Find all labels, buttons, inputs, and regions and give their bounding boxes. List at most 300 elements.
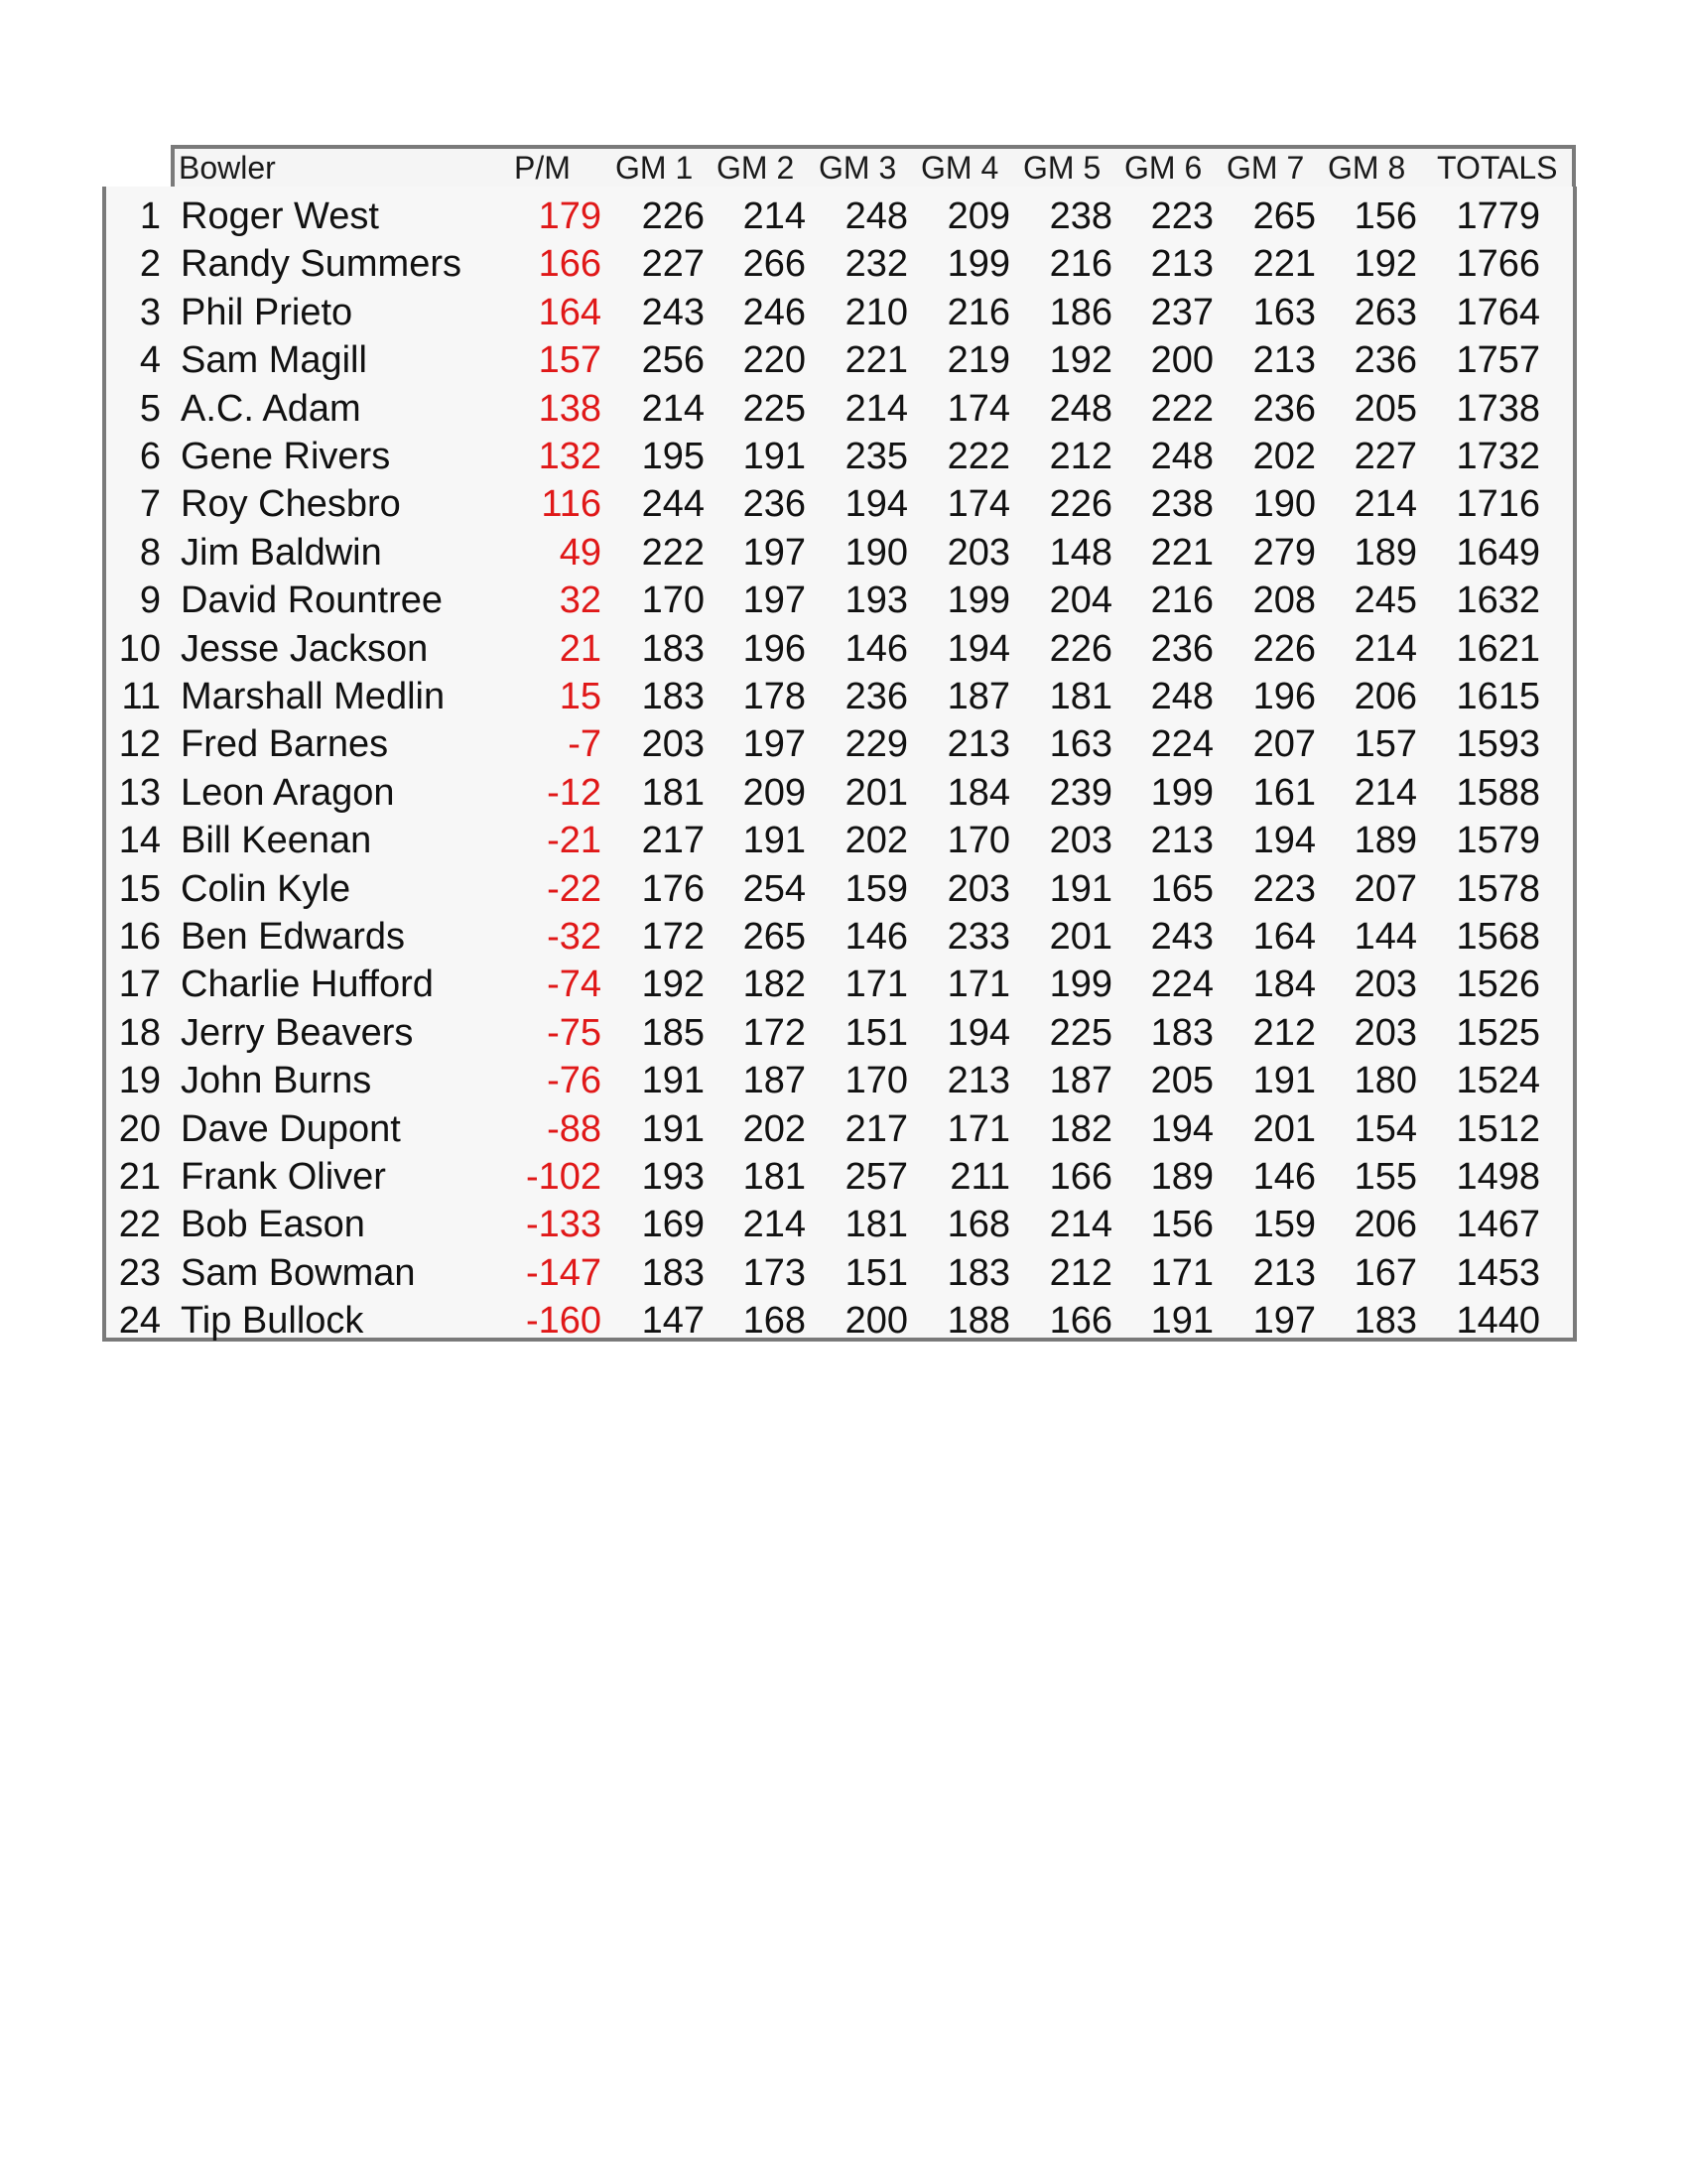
- game-8-cell: 206: [1354, 676, 1417, 717]
- total-cell: 1498: [1456, 1156, 1540, 1198]
- game-8-cell: 156: [1354, 195, 1417, 237]
- game-3-cell: 232: [844, 243, 908, 286]
- game-8-cell: 154: [1354, 1107, 1417, 1150]
- game-3-cell: 151: [844, 1011, 908, 1054]
- table-row: [0, 1057, 1688, 1104]
- bowler-name-cell: A.C. Adam: [181, 387, 361, 430]
- rank-cell: 9: [139, 579, 161, 622]
- game-2-cell: 181: [742, 1156, 806, 1198]
- game-3-cell: 229: [844, 723, 908, 766]
- game-8-cell: 227: [1354, 436, 1417, 477]
- game-2-cell: 178: [742, 676, 806, 717]
- table-row: [0, 625, 1688, 673]
- rank-cell: 7: [139, 483, 161, 526]
- game-2-cell: 168: [742, 1300, 806, 1343]
- rank-cell: 21: [118, 1156, 161, 1198]
- header-gm6: GM 6: [1124, 150, 1203, 186]
- game-5-cell: 182: [1049, 1107, 1112, 1150]
- rank-cell: 18: [118, 1011, 161, 1054]
- game-7-cell: 197: [1252, 1300, 1316, 1343]
- game-4-cell: 188: [947, 1300, 1010, 1343]
- game-5-cell: 163: [1049, 723, 1112, 766]
- game-3-cell: 257: [844, 1156, 908, 1198]
- pm-cell: -147: [525, 1251, 601, 1294]
- total-cell: 1568: [1456, 916, 1540, 958]
- bowler-name-cell: Jim Baldwin: [181, 531, 382, 574]
- game-2-cell: 266: [742, 243, 806, 286]
- game-4-cell: 211: [950, 1156, 1010, 1198]
- table-row: [0, 577, 1688, 624]
- game-7-cell: 223: [1252, 867, 1316, 910]
- pm-cell: 138: [538, 387, 601, 430]
- game-3-cell: 159: [844, 867, 908, 910]
- game-7-cell: 159: [1252, 1204, 1316, 1246]
- game-6-cell: 213: [1150, 820, 1214, 862]
- game-4-cell: 233: [947, 916, 1010, 958]
- total-cell: 1738: [1456, 387, 1540, 430]
- game-4-cell: 216: [947, 291, 1010, 333]
- pm-cell: 132: [538, 436, 601, 477]
- game-5-cell: 199: [1049, 964, 1112, 1006]
- total-cell: 1764: [1456, 291, 1540, 333]
- total-cell: 1615: [1456, 676, 1540, 717]
- game-7-cell: 226: [1252, 627, 1316, 670]
- game-2-cell: 236: [742, 483, 806, 526]
- header-gm2: GM 2: [716, 150, 795, 186]
- table-row: [0, 193, 1688, 240]
- game-8-cell: 192: [1354, 243, 1417, 286]
- pm-cell: 116: [541, 483, 601, 526]
- game-3-cell: 190: [844, 531, 908, 574]
- bowler-name-cell: Tip Bullock: [181, 1300, 364, 1343]
- bowler-name-cell: Fred Barnes: [181, 723, 389, 766]
- game-4-cell: 184: [947, 771, 1010, 814]
- game-7-cell: 212: [1252, 1011, 1316, 1054]
- game-4-cell: 222: [947, 436, 1010, 477]
- game-7-cell: 161: [1252, 771, 1316, 814]
- game-4-cell: 209: [947, 195, 1010, 237]
- total-cell: 1779: [1456, 195, 1540, 237]
- game-1-cell: 227: [641, 243, 705, 286]
- bowler-name-cell: Frank Oliver: [181, 1156, 386, 1198]
- game-4-cell: 213: [947, 723, 1010, 766]
- header-totals: TOTALS: [1437, 150, 1558, 186]
- rank-cell: 5: [139, 387, 161, 430]
- table-row: [0, 240, 1688, 288]
- total-cell: 1453: [1456, 1251, 1540, 1294]
- game-5-cell: 216: [1049, 243, 1112, 286]
- game-6-cell: 213: [1150, 243, 1214, 286]
- game-5-cell: 204: [1049, 579, 1112, 622]
- total-cell: 1524: [1456, 1060, 1540, 1102]
- game-8-cell: 189: [1354, 820, 1417, 862]
- game-2-cell: 214: [742, 195, 806, 237]
- game-7-cell: 221: [1252, 243, 1316, 286]
- game-5-cell: 191: [1049, 867, 1112, 910]
- game-4-cell: 213: [947, 1060, 1010, 1102]
- game-4-cell: 203: [947, 867, 1010, 910]
- game-6-cell: 191: [1150, 1300, 1214, 1343]
- game-8-cell: 206: [1354, 1204, 1417, 1246]
- game-4-cell: 171: [947, 964, 1010, 1006]
- game-2-cell: 202: [742, 1107, 806, 1150]
- total-cell: 1621: [1456, 627, 1540, 670]
- rank-cell: 1: [139, 195, 161, 237]
- pm-cell: 21: [559, 627, 601, 670]
- game-3-cell: 170: [844, 1060, 908, 1102]
- game-1-cell: 169: [641, 1204, 705, 1246]
- game-1-cell: 222: [641, 531, 705, 574]
- game-6-cell: 183: [1150, 1011, 1214, 1054]
- game-8-cell: 203: [1354, 964, 1417, 1006]
- game-1-cell: 191: [641, 1060, 705, 1102]
- rank-cell: 17: [118, 964, 161, 1006]
- total-cell: 1588: [1456, 771, 1540, 814]
- game-1-cell: 191: [641, 1107, 705, 1150]
- game-3-cell: 181: [844, 1204, 908, 1246]
- game-1-cell: 192: [641, 964, 705, 1006]
- game-3-cell: 202: [844, 820, 908, 862]
- game-8-cell: 236: [1354, 339, 1417, 382]
- game-2-cell: 173: [742, 1251, 806, 1294]
- total-cell: 1649: [1456, 531, 1540, 574]
- bowler-name-cell: Marshall Medlin: [181, 676, 446, 717]
- rank-cell: 19: [118, 1060, 161, 1102]
- total-cell: 1732: [1456, 436, 1540, 477]
- pm-cell: -74: [547, 964, 601, 1006]
- table-row: [0, 1153, 1688, 1201]
- game-8-cell: 214: [1354, 771, 1417, 814]
- game-1-cell: 181: [641, 771, 705, 814]
- table-row: [0, 385, 1688, 433]
- game-7-cell: 184: [1252, 964, 1316, 1006]
- table-row: [0, 720, 1688, 768]
- table-row: [0, 961, 1688, 1008]
- bowler-name-cell: David Rountree: [181, 579, 444, 622]
- game-1-cell: 214: [641, 387, 705, 430]
- game-4-cell: 203: [947, 531, 1010, 574]
- table-row: [0, 1249, 1688, 1297]
- game-4-cell: 170: [947, 820, 1010, 862]
- game-2-cell: 265: [742, 916, 806, 958]
- game-1-cell: 244: [641, 483, 705, 526]
- pm-cell: -32: [547, 916, 601, 958]
- game-5-cell: 226: [1049, 627, 1112, 670]
- rank-cell: 6: [139, 436, 161, 477]
- bowler-name-cell: Charlie Hufford: [181, 964, 434, 1006]
- game-3-cell: 221: [844, 339, 908, 382]
- game-5-cell: 214: [1049, 1204, 1112, 1246]
- game-3-cell: 217: [844, 1107, 908, 1150]
- game-1-cell: 185: [641, 1011, 705, 1054]
- game-3-cell: 235: [844, 436, 908, 477]
- game-4-cell: 187: [947, 676, 1010, 717]
- table-row: [0, 336, 1688, 384]
- game-8-cell: 214: [1354, 627, 1417, 670]
- game-5-cell: 166: [1049, 1156, 1112, 1198]
- total-cell: 1579: [1456, 820, 1540, 862]
- game-4-cell: 194: [947, 627, 1010, 670]
- game-8-cell: 245: [1354, 579, 1417, 622]
- rank-cell: 13: [118, 771, 161, 814]
- game-7-cell: 201: [1252, 1107, 1316, 1150]
- game-5-cell: 238: [1049, 195, 1112, 237]
- table-row: [0, 673, 1688, 720]
- pm-cell: -7: [568, 723, 601, 766]
- game-6-cell: 222: [1150, 387, 1214, 430]
- game-7-cell: 164: [1252, 916, 1316, 958]
- rank-cell: 14: [118, 820, 161, 862]
- header-pm: P/M: [514, 150, 571, 186]
- game-3-cell: 210: [844, 291, 908, 333]
- game-6-cell: 238: [1150, 483, 1214, 526]
- pm-cell: 15: [559, 676, 601, 717]
- game-5-cell: 186: [1049, 291, 1112, 333]
- game-4-cell: 199: [947, 243, 1010, 286]
- game-7-cell: 190: [1252, 483, 1316, 526]
- rank-cell: 2: [139, 243, 161, 286]
- game-5-cell: 148: [1049, 531, 1112, 574]
- rank-cell: 12: [118, 723, 161, 766]
- bowler-name-cell: Ben Edwards: [181, 916, 406, 958]
- game-3-cell: 194: [844, 483, 908, 526]
- game-5-cell: 248: [1049, 387, 1112, 430]
- game-2-cell: 197: [742, 579, 806, 622]
- rank-cell: 20: [118, 1107, 161, 1150]
- game-5-cell: 239: [1049, 771, 1112, 814]
- game-4-cell: 174: [947, 387, 1010, 430]
- game-3-cell: 236: [844, 676, 908, 717]
- game-1-cell: 193: [641, 1156, 705, 1198]
- table-row: [0, 1297, 1688, 1345]
- bowler-name-cell: Bill Keenan: [181, 820, 372, 862]
- table-row: [0, 480, 1688, 528]
- table-row: [0, 1201, 1688, 1248]
- game-3-cell: 146: [844, 627, 908, 670]
- game-5-cell: 192: [1049, 339, 1112, 382]
- game-4-cell: 199: [947, 579, 1010, 622]
- game-2-cell: 254: [742, 867, 806, 910]
- game-6-cell: 224: [1150, 723, 1214, 766]
- game-5-cell: 226: [1049, 483, 1112, 526]
- header-gm1: GM 1: [615, 150, 694, 186]
- game-5-cell: 181: [1049, 676, 1112, 717]
- game-5-cell: 212: [1049, 1251, 1112, 1294]
- game-2-cell: 191: [742, 436, 806, 477]
- game-8-cell: 180: [1354, 1060, 1417, 1102]
- pm-cell: -22: [547, 867, 601, 910]
- header-gm8: GM 8: [1328, 150, 1406, 186]
- table-row: [0, 817, 1688, 864]
- bowler-name-cell: Gene Rivers: [181, 436, 391, 477]
- game-4-cell: 168: [947, 1204, 1010, 1246]
- bowler-name-cell: Jerry Beavers: [181, 1011, 414, 1054]
- game-1-cell: 195: [641, 436, 705, 477]
- bowler-name-cell: Leon Aragon: [181, 771, 395, 814]
- game-6-cell: 194: [1150, 1107, 1214, 1150]
- pm-cell: 164: [538, 291, 601, 333]
- game-2-cell: 172: [742, 1011, 806, 1054]
- game-5-cell: 225: [1049, 1011, 1112, 1054]
- bowler-name-cell: Randy Summers: [181, 243, 461, 286]
- total-cell: 1525: [1456, 1011, 1540, 1054]
- pm-cell: 49: [559, 531, 601, 574]
- rank-cell: 4: [139, 339, 161, 382]
- game-8-cell: 183: [1354, 1300, 1417, 1343]
- game-8-cell: 157: [1354, 723, 1417, 766]
- game-1-cell: 183: [641, 627, 705, 670]
- game-1-cell: 243: [641, 291, 705, 333]
- game-6-cell: 199: [1150, 771, 1214, 814]
- pm-cell: -12: [547, 771, 601, 814]
- pm-cell: -133: [525, 1204, 601, 1246]
- pm-cell: -75: [547, 1011, 601, 1054]
- table-row: [0, 289, 1688, 336]
- header-gm3: GM 3: [819, 150, 897, 186]
- bowler-name-cell: Colin Kyle: [181, 867, 351, 910]
- header-gm5: GM 5: [1023, 150, 1102, 186]
- game-4-cell: 194: [947, 1011, 1010, 1054]
- total-cell: 1757: [1456, 339, 1540, 382]
- table-row: [0, 1009, 1688, 1057]
- table-row: [0, 865, 1688, 913]
- rank-cell: 8: [139, 531, 161, 574]
- game-3-cell: 200: [844, 1300, 908, 1343]
- game-5-cell: 166: [1049, 1300, 1112, 1343]
- game-2-cell: 197: [742, 531, 806, 574]
- game-8-cell: 214: [1354, 483, 1417, 526]
- game-1-cell: 256: [641, 339, 705, 382]
- rank-cell: 10: [118, 627, 161, 670]
- game-6-cell: 243: [1150, 916, 1214, 958]
- game-1-cell: 147: [641, 1300, 705, 1343]
- rank-cell: 24: [118, 1300, 161, 1343]
- game-3-cell: 193: [844, 579, 908, 622]
- game-1-cell: 203: [641, 723, 705, 766]
- game-2-cell: 191: [742, 820, 806, 862]
- bowler-name-cell: John Burns: [181, 1060, 372, 1102]
- game-6-cell: 189: [1150, 1156, 1214, 1198]
- game-3-cell: 214: [844, 387, 908, 430]
- game-6-cell: 156: [1150, 1204, 1214, 1246]
- game-6-cell: 248: [1150, 676, 1214, 717]
- pm-cell: -76: [547, 1060, 601, 1102]
- game-1-cell: 170: [641, 579, 705, 622]
- game-6-cell: 205: [1150, 1060, 1214, 1102]
- game-4-cell: 171: [947, 1107, 1010, 1150]
- pm-cell: -160: [525, 1300, 601, 1343]
- game-8-cell: 189: [1354, 531, 1417, 574]
- pm-cell: 157: [538, 339, 601, 382]
- pm-cell: -102: [525, 1156, 601, 1198]
- game-2-cell: 187: [742, 1060, 806, 1102]
- game-7-cell: 202: [1252, 436, 1316, 477]
- table-row: [0, 769, 1688, 817]
- rank-cell: 23: [118, 1251, 161, 1294]
- game-6-cell: 223: [1150, 195, 1214, 237]
- game-4-cell: 174: [947, 483, 1010, 526]
- pm-cell: -21: [547, 820, 601, 862]
- table-row: [0, 529, 1688, 577]
- pm-cell: 179: [538, 195, 601, 237]
- table-row: [0, 913, 1688, 961]
- game-2-cell: 209: [742, 771, 806, 814]
- game-3-cell: 151: [844, 1251, 908, 1294]
- bowler-name-cell: Phil Prieto: [181, 291, 353, 333]
- rank-cell: 11: [121, 676, 161, 717]
- table-row: [0, 1105, 1688, 1153]
- total-cell: 1578: [1456, 867, 1540, 910]
- total-cell: 1593: [1456, 723, 1540, 766]
- bowler-name-cell: Dave Dupont: [181, 1107, 401, 1150]
- game-7-cell: 163: [1252, 291, 1316, 333]
- game-8-cell: 144: [1354, 916, 1417, 958]
- game-7-cell: 207: [1252, 723, 1316, 766]
- game-6-cell: 216: [1150, 579, 1214, 622]
- game-6-cell: 248: [1150, 436, 1214, 477]
- game-1-cell: 183: [641, 676, 705, 717]
- game-6-cell: 171: [1150, 1251, 1214, 1294]
- total-cell: 1526: [1456, 964, 1540, 1006]
- pm-cell: -88: [547, 1107, 601, 1150]
- game-7-cell: 191: [1252, 1060, 1316, 1102]
- game-6-cell: 236: [1150, 627, 1214, 670]
- game-3-cell: 146: [844, 916, 908, 958]
- bowler-name-cell: Jesse Jackson: [181, 627, 429, 670]
- total-cell: 1512: [1456, 1107, 1540, 1150]
- game-5-cell: 201: [1049, 916, 1112, 958]
- game-3-cell: 201: [844, 771, 908, 814]
- total-cell: 1766: [1456, 243, 1540, 286]
- game-8-cell: 203: [1354, 1011, 1417, 1054]
- game-8-cell: 207: [1354, 867, 1417, 910]
- game-7-cell: 265: [1252, 195, 1316, 237]
- total-cell: 1467: [1456, 1204, 1540, 1246]
- rank-cell: 15: [118, 867, 161, 910]
- game-6-cell: 165: [1150, 867, 1214, 910]
- bowler-name-cell: Sam Magill: [181, 339, 367, 382]
- game-7-cell: 196: [1252, 676, 1316, 717]
- game-6-cell: 224: [1150, 964, 1214, 1006]
- game-2-cell: 246: [742, 291, 806, 333]
- game-7-cell: 213: [1252, 339, 1316, 382]
- game-8-cell: 155: [1354, 1156, 1417, 1198]
- game-4-cell: 183: [947, 1251, 1010, 1294]
- game-7-cell: 146: [1252, 1156, 1316, 1198]
- rank-cell: 16: [118, 916, 161, 958]
- game-7-cell: 208: [1252, 579, 1316, 622]
- game-2-cell: 182: [742, 964, 806, 1006]
- rank-cell: 3: [139, 291, 161, 333]
- game-5-cell: 212: [1049, 436, 1112, 477]
- game-2-cell: 220: [742, 339, 806, 382]
- game-4-cell: 219: [947, 339, 1010, 382]
- game-8-cell: 167: [1354, 1251, 1417, 1294]
- game-2-cell: 197: [742, 723, 806, 766]
- game-8-cell: 263: [1354, 291, 1417, 333]
- bowler-name-cell: Bob Eason: [181, 1204, 365, 1246]
- game-7-cell: 279: [1252, 531, 1316, 574]
- game-7-cell: 236: [1252, 387, 1316, 430]
- game-2-cell: 196: [742, 627, 806, 670]
- game-6-cell: 237: [1150, 291, 1214, 333]
- pm-cell: 32: [559, 579, 601, 622]
- rank-cell: 22: [118, 1204, 161, 1246]
- game-1-cell: 183: [641, 1251, 705, 1294]
- game-6-cell: 200: [1150, 339, 1214, 382]
- game-7-cell: 213: [1252, 1251, 1316, 1294]
- bowler-name-cell: Roy Chesbro: [181, 483, 401, 526]
